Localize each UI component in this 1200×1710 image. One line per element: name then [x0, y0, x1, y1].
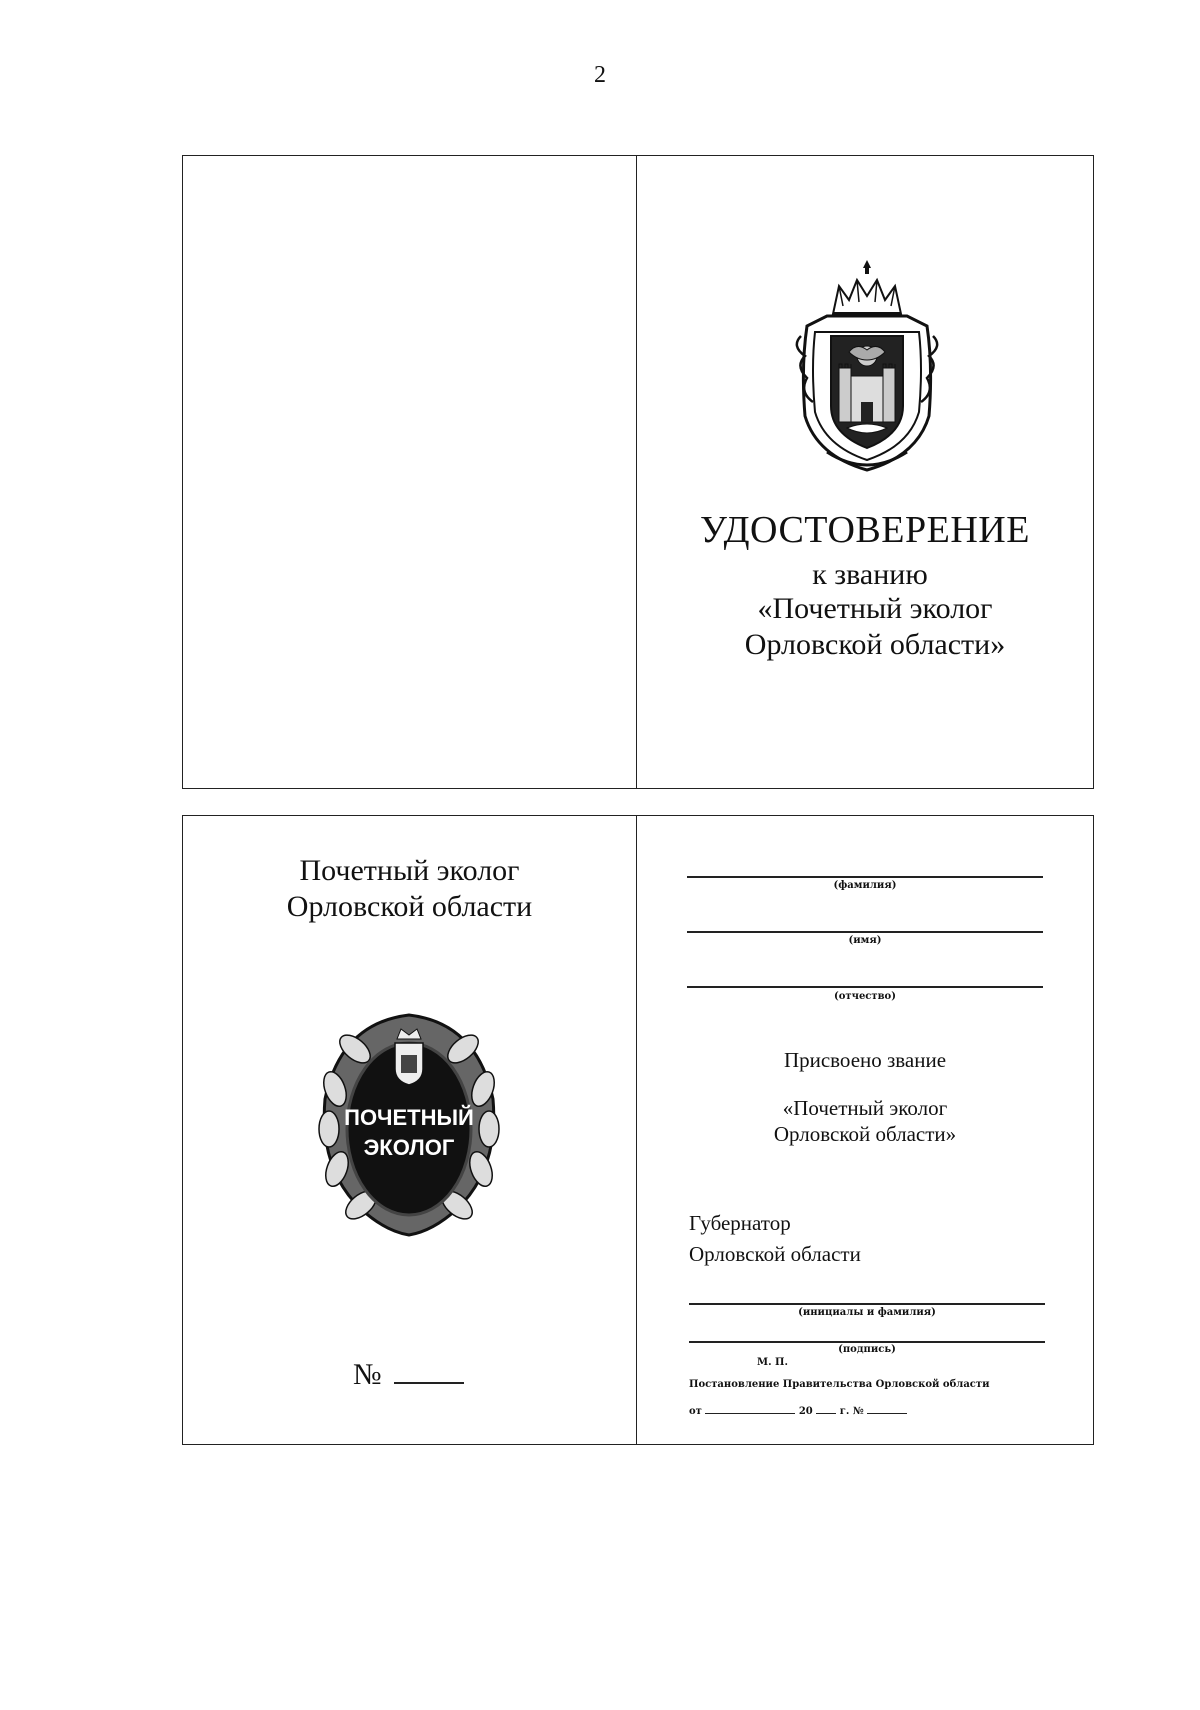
badge-text-line-1: ПОЧЕТНЫЙ: [344, 1105, 474, 1130]
honorary-ecologist-badge-icon: [311, 999, 507, 1241]
governor-title-line-1: Губернатор: [689, 1211, 791, 1235]
certificate-number: [353, 1358, 464, 1392]
honorary-title-line-2: Орловской области: [286, 890, 533, 923]
assigned-title-label: Присвоено звание: [783, 1048, 947, 1072]
name-caption: (имя): [848, 935, 882, 946]
surname-line: [687, 876, 1043, 878]
assigned-title-line-1: «Почетный эколог: [782, 1096, 948, 1120]
stamp-place-label: М. П.: [757, 1357, 788, 1368]
decree-number-blank: [867, 1403, 907, 1414]
initials-caption: (инициалы и фамилия): [798, 1307, 936, 1318]
coat-of-arms-icon: [787, 256, 947, 476]
decree-date-row: [689, 1403, 907, 1417]
certificate-cover-spread: [182, 155, 1094, 789]
number-blank: [394, 1362, 464, 1384]
decree-label: Постановление Правительства Орловской области: [689, 1379, 990, 1390]
number-sign: №: [353, 1358, 382, 1391]
certificate-subtitle-line-3: Орловской области»: [744, 628, 1006, 661]
decree-year-blank: [816, 1403, 836, 1414]
cover-front-panel: [637, 156, 1093, 788]
surname-caption: (фамилия): [833, 880, 897, 891]
governor-title-line-2: Орловской области: [689, 1242, 861, 1266]
badge-text-line-2: ЭКОЛОГ: [363, 1135, 455, 1160]
inner-right-panel: [637, 816, 1093, 1444]
name-line: [687, 931, 1043, 933]
decree-from-label: от: [689, 1406, 702, 1417]
inner-left-panel: [183, 816, 637, 1444]
signature-line: [689, 1341, 1045, 1343]
certificate-subtitle-line-1: к званию: [812, 558, 928, 591]
decree-year-label: 20: [798, 1406, 813, 1417]
initials-line: [689, 1303, 1045, 1305]
certificate-inner-spread: [182, 815, 1094, 1445]
assigned-title-line-2: Орловской области»: [773, 1122, 957, 1146]
certificate-subtitle-line-2: «Почетный эколог: [757, 592, 993, 625]
certificate-title: УДОСТОВЕРЕНИЕ: [700, 509, 1030, 551]
cover-back-panel: [183, 156, 637, 788]
patronymic-caption: (отчество): [834, 991, 896, 1002]
page-number: 2: [594, 62, 606, 88]
signature-caption: (подпись): [838, 1344, 896, 1355]
patronymic-line: [687, 986, 1043, 988]
decree-number-label: г. №: [839, 1406, 864, 1417]
decree-date-blank: [705, 1403, 795, 1414]
honorary-title-line-1: Почетный эколог: [299, 854, 520, 887]
